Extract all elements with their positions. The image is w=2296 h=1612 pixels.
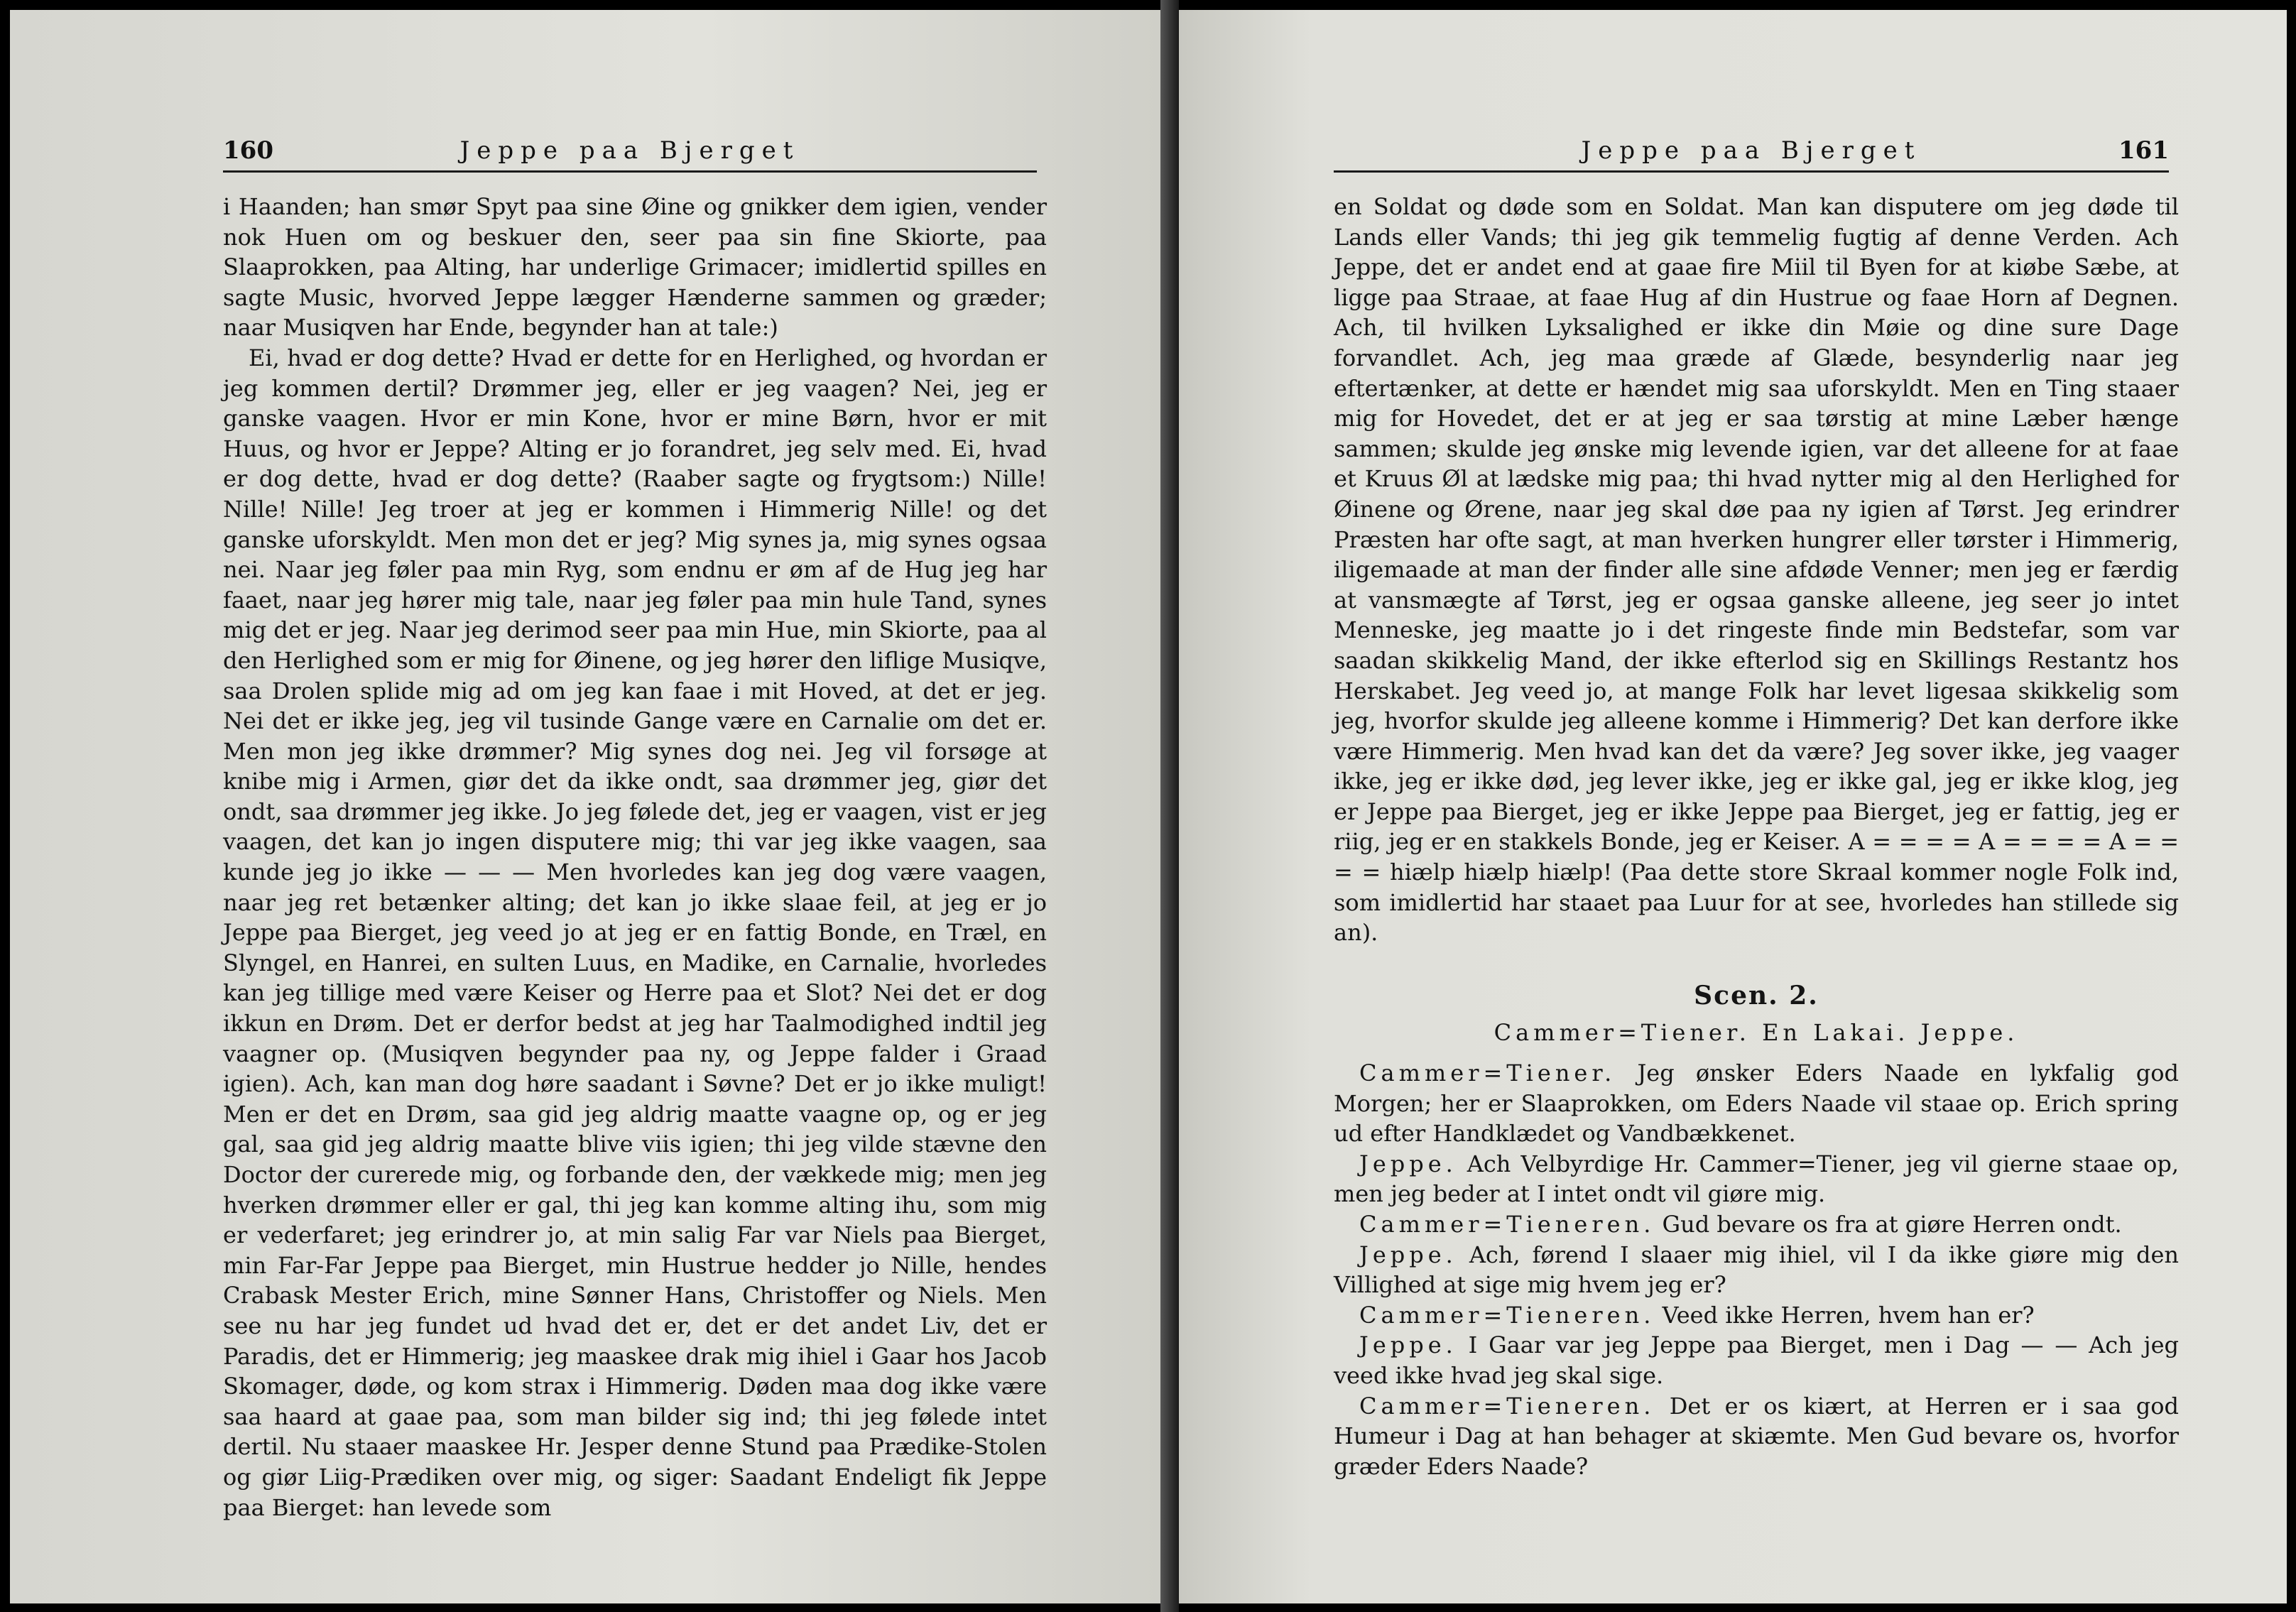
page-number: 161 bbox=[2118, 136, 2169, 165]
dialogue-line bbox=[1334, 1149, 2179, 1209]
line-text: Jeg ønsker Eders Naade en lykfalig god Morgen; her er Slaaprokken, om Eders Naade vil staae op. Erich spring ud efter Handklædet og Vandbækkenet. bbox=[1334, 1060, 2179, 1148]
scene-heading: Scen. 2. bbox=[1694, 980, 1819, 1011]
line-text: Veed ikke Herren, hvem han er? bbox=[1655, 1301, 2035, 1329]
dialogue-line bbox=[1334, 1330, 2179, 1390]
paragraph: en Soldat og døde som en Soldat. Man kan disputere om jeg døde til Lands eller Vands; thi jeg gik temmelig fugtig af denne Verden. Ach Jeppe, det er andet end at gaae fire Miil til Byen for at kiøbe Sæbe, at ligge paa Straae, at faae Hug af din Hustrue og faae Horn af Degnen. Ach, til hvilken Lyksalighed er ikke din Møie og dine sure Dage forvandlet. Ach, jeg maa græde af Glæde, besynderlig naar jeg eftertænker, at dette er hændet mig saa uforskyldt. Men en Ting staaer mig for Hovedet, det er at jeg er saa tørstig at mine Læber hænge sammen; skulde jeg ønske mig levende igien, var det alleene for at faae et Kruus Øl at lædske mig paa; thi hvad nytter mig al den Herlighed for Øinene og Ørene, naar jeg skal døe paa ny igien af Tørst. Jeg erindrer Præsten har ofte sagt, at man hverken hungrer eller tørster i Himmerig, iligemaade at man der finder alle sine afdøde Venner; men jeg er færdig at vansmægte af Tørst, jeg er ogsaa ganske alleene, jeg seer jo intet Menneske, jeg maatte jo i det ringeste finde min Bedstefar, som var saadan skikkelig Mand, der ikke efterlod sig en Skillings Restantz hos Herskabet. Jeg veed jo, at mange Folk har levet ligesaa skikkelig som jeg, hvorfor skulde jeg alleene komme i Himmerig? Det kan derfore ikke være Himmerig. Men hvad kan det da være? Jeg sover ikke, jeg vaager ikke, jeg er ikke død, jeg lever ikke, jeg er ikke gal, jeg er ikke klog, jeg er Jeppe paa Bierget, jeg er ikke Jeppe paa Bierget, jeg er fattig, jeg er riig, jeg er en stakkels Bonde, jeg er Keiser. A = = = = A = = = = A = = = = hiælp hiælp hiælp! (Paa dette store Skraal kommer nogle Folk ind, som imidlertid har staaet paa Luur for at see, hvorledes han stillede sig an). bbox=[1334, 193, 2179, 947]
speaker-name: Jeppe. bbox=[1359, 1331, 1457, 1359]
right-body-text bbox=[1334, 192, 2179, 1481]
speaker-name: Cammer=Tieneren. bbox=[1359, 1301, 1655, 1329]
line-text: I Gaar var jeg Jeppe paa Bierget, men i Dag — — Ach jeg veed ikke hvad jeg skal sige. bbox=[1334, 1331, 2179, 1389]
speaker-name: Cammer=Tieneren. bbox=[1359, 1392, 1655, 1420]
speaker-name: Jeppe. bbox=[1359, 1150, 1457, 1177]
running-title: Jeppe paa Bjerget bbox=[459, 136, 800, 165]
dialogue-line bbox=[1334, 1300, 2179, 1331]
speaker-name: Cammer=Tiener. bbox=[1359, 1060, 1616, 1087]
line-text: Ach, førend I slaaer mig ihiel, vil I da ikke giøre mig den Villighed at sige mig hvem jeg er? bbox=[1334, 1241, 2179, 1299]
left-running-header bbox=[223, 131, 1037, 173]
right-page bbox=[1179, 10, 2287, 1603]
dialogue-line bbox=[1334, 1058, 2179, 1149]
dialogue-line bbox=[1334, 1240, 2179, 1300]
dialogue-line bbox=[1334, 1391, 2179, 1482]
dialogue-line bbox=[1334, 1209, 2179, 1240]
paragraph: i Haanden; han smør Spyt paa sine Øine og gnikker dem igien, vender nok Huen om og beskuer den, seer paa sin fine Skiorte, paa Slaaprokken, paa Alting, har underlige Grimacer; imidlertid spilles en sagte Music, hvorved Jeppe lægger Hænderne sammen og græder; naar Musiqven har Ende, begynder han at tale:) bbox=[223, 193, 1047, 342]
book-gutter bbox=[1160, 0, 1179, 1612]
left-page bbox=[10, 10, 1160, 1603]
page-number: 160 bbox=[223, 136, 273, 165]
line-text: Ach Velbyrdige Hr. Cammer=Tiener, jeg vil gierne staae op, men jeg beder at I intet ondt vil giøre mig. bbox=[1334, 1150, 2179, 1208]
running-title: Jeppe paa Bjerget bbox=[1581, 136, 1922, 165]
paragraph: Ei, hvad er dog dette? Hvad er dette for en Herlighed, og hvordan er jeg kommen dertil? Drømmer jeg, eller er jeg vaagen? Nei, jeg er ganske vaagen. Hvor er min Kone, hvor er mine Børn, hvor er mit Huus, og hvor er Jeppe? Alting er jo forandret, jeg selv med. Ei, hvad er dog dette, hvad er dog dette? (Raaber sagte og frygtsom:) Nille! Nille! Nille! Jeg troer at jeg er kommen i Himmerig Nille! og det ganske uforskyldt. Men mon det er jeg? Mig synes ja, mig synes ogsaa nei. Naar jeg føler paa min Ryg, som endnu er øm af de Hug jeg har faaet, naar jeg hører mig tale, naar jeg føler paa min hule Tand, synes mig det er jeg. Naar jeg derimod seer paa min Hue, min Skiorte, paa al den Herlighed som er mig for Øinene, og jeg hører den liflige Musiqve, saa Drolen splide mig ad om jeg kan faae i mit Hoved, at det er jeg. Nei det er ikke jeg, jeg vil tusinde Gange være en Carnalie om det er. Men mon jeg ikke drømmer? Mig synes dog nei. Jeg vil forsøge at knibe mig i Armen, giør det da ikke ondt, saa drømmer jeg, giør det ondt, saa drømmer jeg ikke. Jo jeg følede det, jeg er vaagen, vist er jeg vaagen, det kan jo ingen disputere mig; thi var jeg ikke vaagen, saa kunde jeg jo ikke — — — Men hvorledes kan jeg dog være vaagen, naar jeg ret betænker alting; det kan jo ikke slaae feil, at jeg er jo Jeppe paa Bierget, jeg veed jo at jeg er en fattig Bonde, en Træl, en Slyngel, en Hanrei, en sulten Luus, en Madike, en Carnalie, hvorledes kan jeg tillige med være Keiser og Herre paa et Slot? Nei det er dog ikkun en Drøm. Det er derfor bedst at jeg har Taalmodighed indtil jeg vaagner op. (Musiqven begynder paa ny, og Jeppe falder i Graad igien). Ach, kan man dog høre saadant i Søvne? Det er jo ikke muligt! Men er det en Drøm, saa gid jeg aldrig maatte vaagne op, og er jeg gal, saa gid jeg aldrig maatte blive viis igien; thi jeg vilde stævne den Doctor der curerede mig, og forbande den, der vækkede mig; men jeg hverken drømmer eller er gal, thi jeg kan komme alting ihu, som mig er vederfaret; jeg erindrer jo, at min salig Far var Niels paa Bierget, min Far-Far Jeppe paa Bierget, min Hustrue hedder jo Nille, hendes Crabask Mester Erich, mine Sønner Hans, Christoffer og Niels. Men see nu har jeg fundet ud hvad det er, det er det andet Liv, det er Paradis, det er Himmerig; jeg maaskee drak mig ihiel i Gaar hos Jacob Skomager, døde, og kom strax i Himmerig. Døden maa dog ikke være saa haard at gaae paa, som man bilder sig ind; thi jeg følede intet dertil. Nu staaer maaskee Hr. Jesper denne Stund paa Prædike-Stolen og giør Liig-Prædiken over mig, og siger: Saadant Endeligt fik Jeppe paa Bierget: han levede som bbox=[223, 344, 1047, 1521]
dialogue bbox=[1334, 1058, 2179, 1481]
line-text: Det er os kiært, at Herren er i saa god Humeur i Dag at han behager at skiæmte. Men Gud bevare os, hvorfor græder Eders Naade? bbox=[1334, 1392, 2179, 1480]
left-body-text bbox=[223, 192, 1047, 1523]
scene-cast: Cammer=Tiener. En Lakai. Jeppe. bbox=[1494, 1019, 2019, 1047]
right-running-header bbox=[1334, 131, 2169, 173]
line-text: Gud bevare os fra at giøre Herren ondt. bbox=[1655, 1211, 2122, 1238]
speaker-name: Cammer=Tieneren. bbox=[1359, 1211, 1655, 1238]
speaker-name: Jeppe. bbox=[1359, 1241, 1457, 1268]
